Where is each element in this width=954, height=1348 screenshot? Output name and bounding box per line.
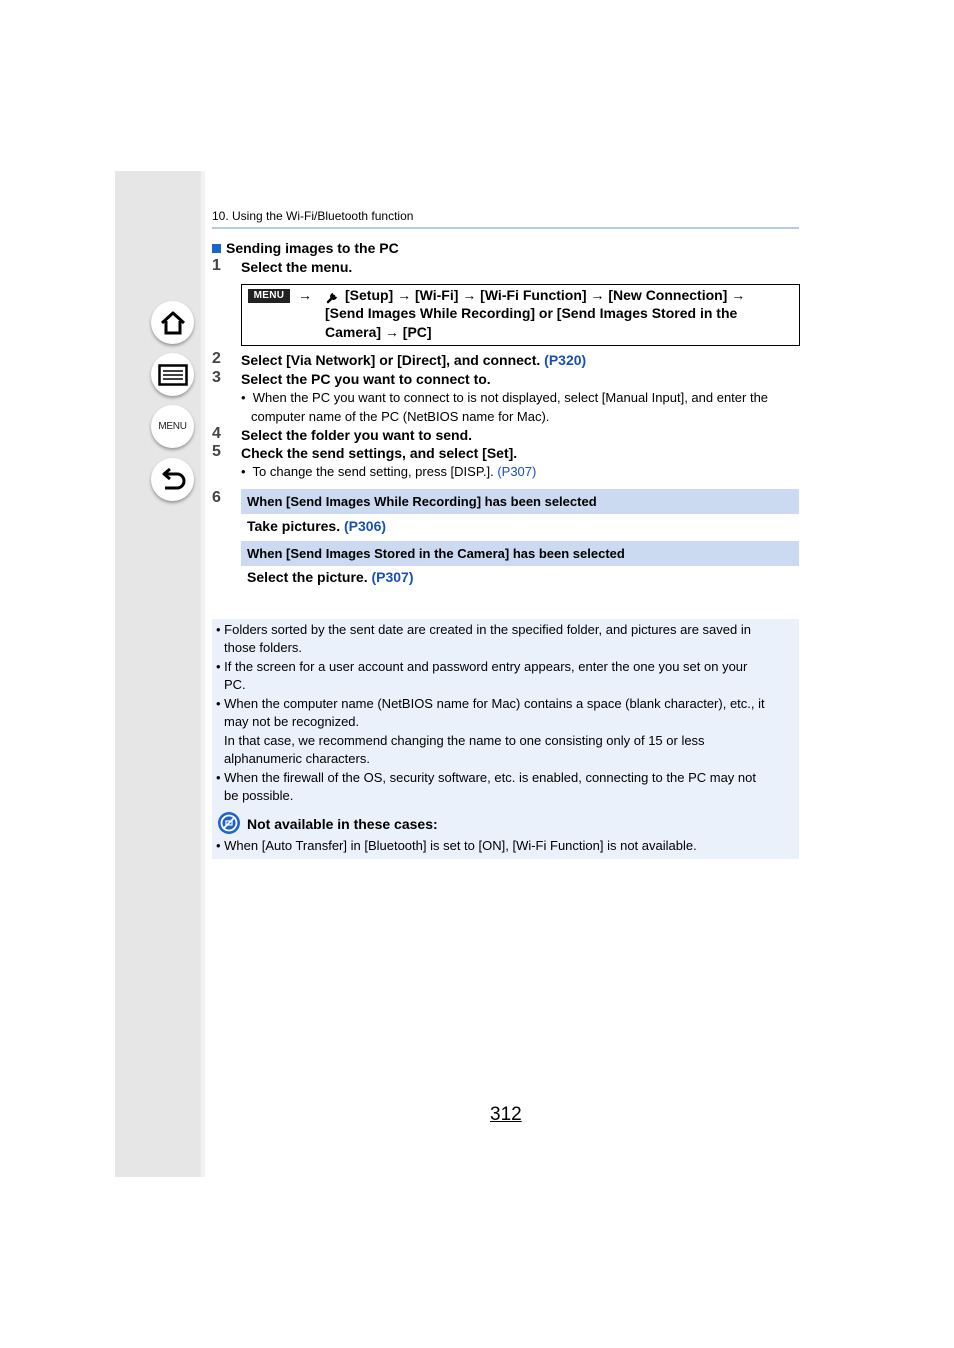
step-text: Select the menu. xyxy=(241,259,353,275)
step-note-text: When the PC you want to connect to is not displayed, select [Manual Input], and enter the xyxy=(252,390,769,405)
chapter-heading: 10. Using the Wi-Fi/Bluetooth function xyxy=(212,209,414,223)
section-title-text: Sending images to the PC xyxy=(226,240,399,256)
home-button[interactable] xyxy=(151,301,194,344)
page-link[interactable]: (P306) xyxy=(344,518,387,534)
note-line: • When the computer name (NetBIOS name for Mac) contains a space (blank character), etc., it xyxy=(216,696,765,711)
step-number: 3 xyxy=(212,369,221,386)
contents-button[interactable] xyxy=(151,353,194,396)
wrench-icon xyxy=(326,290,340,304)
option-text xyxy=(247,518,386,534)
section-bullet-icon xyxy=(212,244,221,253)
menu-arrow: → xyxy=(298,287,312,303)
note-line: alphanumeric characters. xyxy=(224,751,370,766)
step-note-text: To change the send setting, press [DISP.]. xyxy=(252,464,494,479)
note-line: • If the screen for a user account and password entry appears, enter the one you set on your xyxy=(216,659,748,674)
chapter-divider xyxy=(212,227,799,229)
step-text: Select the PC you want to connect to. xyxy=(241,371,491,387)
option-text-main: Take pictures. xyxy=(247,518,341,534)
menu-button-label: MENU xyxy=(158,421,187,432)
section-title xyxy=(212,240,399,256)
step-number: 5 xyxy=(212,443,221,460)
note-line: • When the firewall of the OS, security software, etc. is enabled, connecting to the PC may not xyxy=(216,770,756,785)
option-text xyxy=(247,569,414,585)
step-note-cont: computer name of the PC (NetBIOS name for Mac). xyxy=(251,409,550,424)
note-line: may not be recognized. xyxy=(224,714,360,729)
page-link[interactable]: (P307) xyxy=(371,569,414,585)
menu-badge: MENU xyxy=(248,289,290,303)
option-header xyxy=(241,541,799,566)
step-number: 6 xyxy=(212,489,221,506)
page-link[interactable]: (P320) xyxy=(544,352,587,368)
step-text xyxy=(241,352,586,368)
return-icon xyxy=(159,468,187,492)
option-header-text: When [Send Images While Recording] has been selected xyxy=(247,494,597,509)
option-header-text: When [Send Images Stored in the Camera] has been selected xyxy=(247,546,625,561)
step-number: 2 xyxy=(212,350,221,367)
note-line: be possible. xyxy=(224,788,294,803)
menu-path-line: [Send Images While Recording] or [Send Images Stored in the xyxy=(325,305,738,321)
sidebar-edge xyxy=(201,171,205,1177)
menu-path-line: [Setup] → [Wi-Fi] → [Wi-Fi Function] → [New Connection] → xyxy=(345,287,746,303)
home-icon xyxy=(159,310,187,336)
not-available-title: Not available in these cases: xyxy=(247,816,438,832)
menu-path-line: Camera] → [PC] xyxy=(325,324,432,340)
note-line: In that case, we recommend changing the name to one consisting only of 15 or less xyxy=(224,733,705,748)
menu-button[interactable] xyxy=(151,405,194,448)
step-number: 1 xyxy=(212,257,221,274)
list-icon xyxy=(158,364,188,386)
step-text: Check the send settings, and select [Set]. xyxy=(241,445,518,461)
step-note: • To change the send setting, press [DISP.]. (P307) xyxy=(241,464,537,479)
back-button[interactable] xyxy=(151,458,194,501)
not-available-icon xyxy=(217,811,241,835)
option-header xyxy=(241,489,799,514)
note-line: • Folders sorted by the sent date are created in the specified folder, and pictures are saved in xyxy=(216,622,751,637)
step-text: Select the folder you want to send. xyxy=(241,427,473,443)
not-available-text: • When [Auto Transfer] in [Bluetooth] is set to [ON], [Wi-Fi Function] is not available. xyxy=(216,838,697,853)
note-line: those folders. xyxy=(224,640,303,655)
page-link[interactable]: (P307) xyxy=(497,464,537,479)
step-note: • When the PC you want to connect to is not displayed, select [Manual Input], and enter the xyxy=(241,390,769,405)
step-number: 4 xyxy=(212,425,221,442)
step-text-main: Select [Via Network] or [Direct], and connect. xyxy=(241,352,541,368)
page-number: 312 xyxy=(490,1104,522,1125)
note-line: PC. xyxy=(224,677,246,692)
option-text-main: Select the picture. xyxy=(247,569,368,585)
